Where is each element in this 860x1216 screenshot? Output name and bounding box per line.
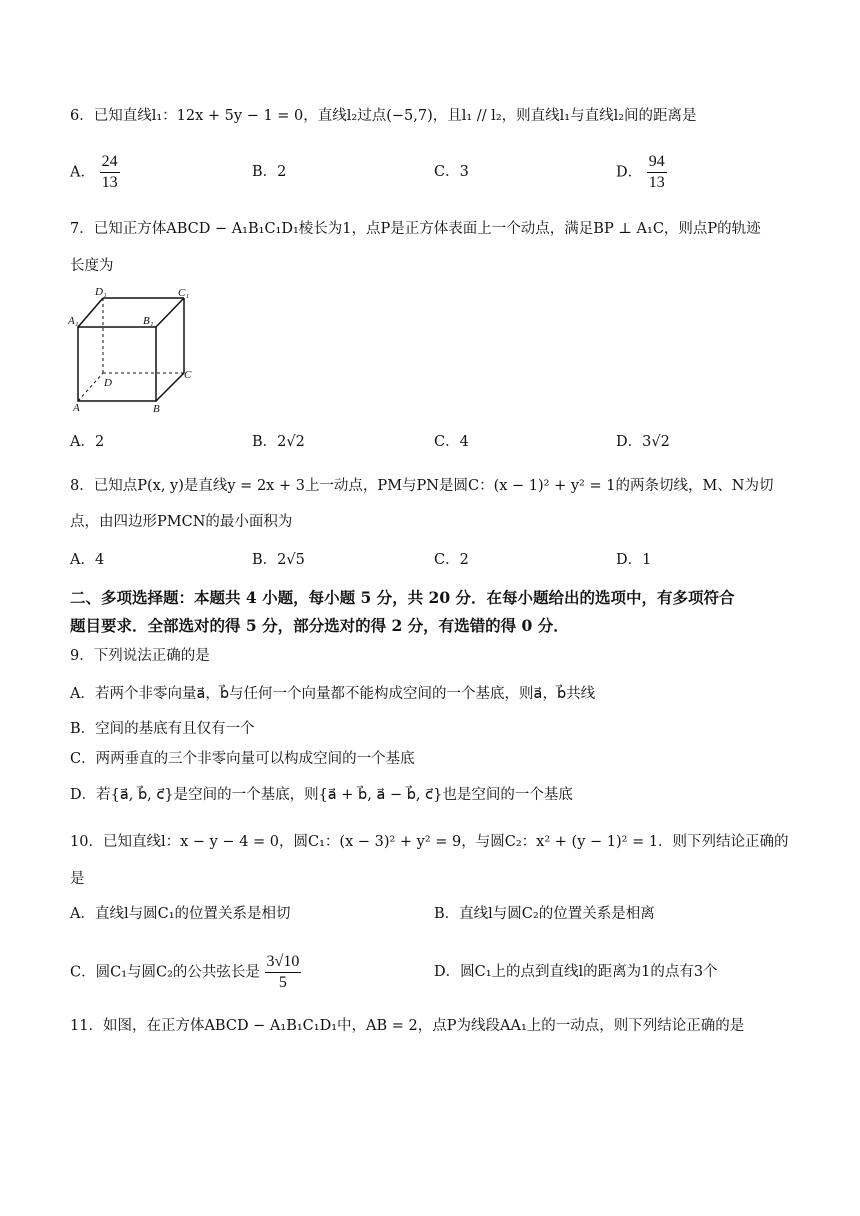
q6-stem: 6．已知直线l₁：12x + 5y − 1 = 0，直线l₂过点(−5,7)，且l₁ // l₂，则直线l₁与直线l₂间的距离是 [70, 108, 697, 124]
q6-option-d-numerator: 94 [647, 152, 667, 173]
q6-option-c-text: 3 [459, 164, 469, 180]
q8-option-a-label: A． [70, 552, 95, 568]
q8-option-d-text: 1 [642, 552, 652, 568]
q9-stem: 9．下列说法正确的是 [70, 648, 210, 664]
q8-option-c-label: C． [434, 552, 460, 568]
q8-option-b-label: B． [252, 552, 278, 568]
q10-stem-line1: 10．已知直线l：x − y − 4 = 0，圆C₁：(x − 3)² + y² = 9，与圆C₂：x² + (y − 1)² = 1．则下列结论正确的 [70, 834, 789, 850]
q8-stem-line2: 点，由四边形PMCN的最小面积为 [70, 514, 293, 530]
q6-option-b-label: B． [252, 164, 278, 180]
label-d: D [104, 377, 112, 389]
q8-option-d-label: D． [616, 552, 643, 568]
q8-option-c-text: 2 [459, 552, 469, 568]
q10-option-b: B．直线l与圆C₂的位置关系是相离 [434, 906, 655, 922]
q7-option-a-text: 2 [94, 434, 105, 450]
q6-option-d-label: D． [616, 164, 643, 181]
q7-stem-line2: 长度为 [70, 258, 114, 274]
q10-option-c-numerator: 3√10 [265, 952, 302, 973]
q10-option-c-denominator: 5 [278, 974, 287, 991]
q6-option-b-text: 2 [277, 164, 287, 180]
q11-stem: 11．如图，在正方体ABCD − A₁B₁C₁D₁中，AB = 2，点P为线段AA₁上的一动点，则下列结论正确的是 [70, 1018, 745, 1034]
q6-option-d [616, 152, 667, 193]
q6-option-a-fraction [100, 152, 120, 193]
q7-cube-figure [66, 282, 206, 417]
label-a1: A₁ [68, 315, 79, 327]
label-b: B [153, 403, 160, 415]
q6-option-d-denominator: 13 [648, 174, 665, 191]
q10-option-c-prefix: C．圆C₁与圆C₂的公共弦长是 [70, 964, 260, 981]
q7-option-d [616, 432, 670, 452]
q6-option-c [434, 162, 469, 182]
q8-option-b-text: 2√5 [277, 552, 305, 568]
q7-option-c-text: 4 [459, 434, 469, 450]
label-d1: D₁ [95, 286, 107, 298]
section2-heading-line2: 题目要求．全部选对的得 5 分，部分选对的得 2 分，有选错的得 0 分． [70, 616, 569, 635]
q6-option-a [70, 152, 120, 193]
q6-option-b [252, 162, 286, 182]
label-c: C [184, 369, 192, 381]
q8-option-d [616, 550, 651, 570]
q8-option-a-text: 4 [94, 552, 105, 568]
q7-option-a [70, 432, 104, 452]
q10-option-a: A．直线l与圆C₁的位置关系是相切 [70, 906, 291, 922]
q7-option-b-label: B． [252, 434, 278, 450]
q9-option-a: A．若两个非零向量a⃗，b⃗与任何一个向量都不能构成空间的一个基底，则a⃗，b⃗共线 [70, 686, 596, 702]
q7-option-a-label: A． [70, 434, 95, 450]
q7-option-c-label: C． [434, 434, 460, 450]
section2-heading-line1: 二、多项选择题：本题共 4 小题，每小题 5 分，共 20 分．在每小题给出的选项中，有多项符合 [70, 588, 735, 607]
q7-stem-line1: 7．已知正方体ABCD − A₁B₁C₁D₁棱长为1，点P是正方体表面上一个动点，满足BP ⊥ A₁C，则点P的轨迹 [70, 221, 761, 237]
label-a: A [73, 402, 80, 414]
q10-stem-line2: 是 [70, 871, 85, 887]
q10-option-c [70, 952, 301, 993]
q9-option-b: B．空间的基底有且仅有一个 [70, 721, 255, 737]
label-b1: B₁ [143, 315, 154, 327]
q7-option-b [252, 432, 305, 452]
q8-option-b [252, 550, 305, 570]
q7-option-c [434, 432, 469, 452]
q6-option-a-numerator: 24 [100, 152, 120, 173]
q8-stem-line1: 8．已知点P(x, y)是直线y = 2x + 3上一动点，PM与PN是圆C：(x − 1)² + y² = 1的两条切线，M、N为切 [70, 478, 774, 494]
q10-option-c-fraction [265, 952, 302, 993]
q6-option-a-label: A． [70, 164, 95, 181]
q8-option-a [70, 550, 104, 570]
q6-option-d-fraction [647, 152, 667, 193]
q9-option-d: D．若{a⃗, b⃗, c⃗}是空间的一个基底，则{a⃗ + b⃗, a⃗ − b⃗, c⃗}也是空间的一个基底 [70, 787, 573, 803]
q6-option-a-denominator: 13 [101, 174, 118, 191]
q6-option-c-label: C． [434, 164, 460, 180]
q8-option-c [434, 550, 469, 570]
q7-option-d-text: 3√2 [642, 434, 670, 450]
q9-option-c: C．两两垂直的三个非零向量可以构成空间的一个基底 [70, 751, 415, 767]
q7-option-d-label: D． [616, 434, 643, 450]
q10-option-d: D．圆C₁上的点到直线l的距离为1的点有3个 [434, 964, 718, 980]
q7-option-b-text: 2√2 [277, 434, 305, 450]
label-c1: C₁ [178, 287, 190, 299]
